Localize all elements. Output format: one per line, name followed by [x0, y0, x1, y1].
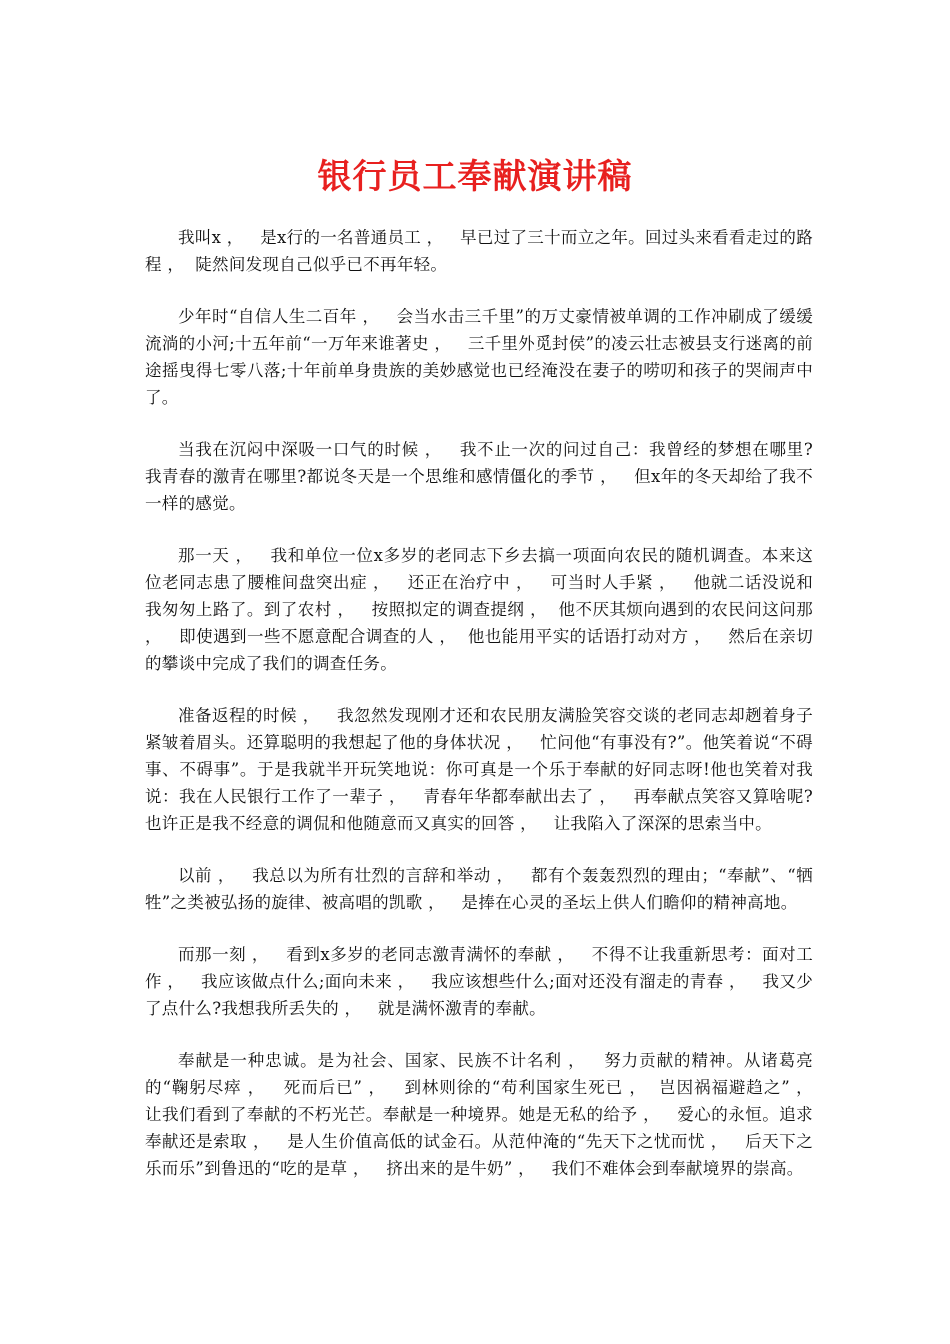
paragraph-4: 那一天 ， 我和单位一位x多岁的老同志下乡去搞一项面向农民的随机调查。本来这位老同志患了腰椎间盘突出症 ， 还正在治疗中 ， 可当时人手紧 ， 他就二话没说和我匆匆上路了。到了农村 ， 按照拟定的调查提纲 ， 他不厌其烦向遇到的农民问这问那 ， 即使遇到一些不愿意配合调查的人 ， 他也能用平实的话语打动对方 ， 然后在亲切的攀谈中完成了我们的调查任务。 [145, 546, 819, 673]
document-body [145, 224, 830, 1207]
document-title: 银行员工奉献演讲稿 [317, 157, 633, 197]
paragraph-2: 少年时“自信人生二百年 ， 会当水击三千里”的万丈豪情被单调的工作冲刷成了缓缓流淌的小河;十五年前“一万年来谁著史 ， 三千里外觅封侯”的凌云壮志被县支行迷离的前途摇曳得七零八落;十年前单身贵族的美妙感觉也已经淹没在妻子的唠叨和孩子的哭闹声中了。 [145, 307, 813, 407]
paragraph-8: 奉献是一种忠诚。是为社会、国家、民族不计名利 ， 努力贡献的精神。从诸葛亮的“鞠躬尽瘁 ， 死而后已” ， 到林则徐的“苟利国家生死已 ， 岂因祸福避趋之” ， 让我们看到了奉献的不朽光芒。奉献是一种境界。她是无私的给予 ， 爱心的永恒。追求奉献还是索取 ， 是人生价值高低的试金石。从范仲淹的“先天下之忧而忧 ， 后天下之乐而乐”到鲁迅的“吃的是草 ， 挤出来的是牛奶” ， 我们不难体会到奉献境界的崇高。 [145, 1051, 830, 1178]
paragraph-1: 我叫x ， 是x行的一名普通员工 ， 早已过了三十而立之年。回过头来看看走过的路程 ， 陡然间发现自己似乎已不再年轻。 [145, 228, 813, 274]
paragraph-6: 以前 ， 我总以为所有壮烈的言辞和举动 ， 都有个轰轰烈烈的理由；“奉献”、“牺牲”之类被弘扬的旋律、被高唱的凯歌 ， 是捧在心灵的圣坛上供人们瞻仰的精神高地。 [145, 866, 813, 912]
paragraph-7: 而那一刻 ， 看到x多岁的老同志激青满怀的奉献 ， 不得不让我重新思考：面对工作 ， 我应该做点什么;面向未来 ， 我应该想些什么;面对还没有溜走的青春 ， 我又少了点什么?我想我所丢失的 ， 就是满怀激青的奉献。 [145, 945, 813, 1018]
paragraph-3: 当我在沉闷中深吸一口气的时候 ， 我不止一次的问过自己：我曾经的梦想在哪里?我青春的激青在哪里?都说冬天是一个思维和感情僵化的季节 ， 但x年的冬天却给了我不一样的感觉。 [145, 440, 813, 513]
paragraph-5: 准备返程的时候 ， 我忽然发现刚才还和农民朋友满脸笑容交谈的老同志却趔着身子紧皱着眉头。还算聪明的我想起了他的身体状况 ， 忙问他“有事没有?”。他笑着说“不碍事、不碍事”。于是我就半开玩笑地说：你可真是一个乐于奉献的好同志呀!他也笑着对我说：我在人民银行工作了一辈子 ， 青春年华都奉献出去了 ， 再奉献点笑容又算啥呢?也许正是我不经意的调侃和他随意而又真实的回答 ， 让我陷入了深深的思索当中。 [145, 706, 813, 833]
